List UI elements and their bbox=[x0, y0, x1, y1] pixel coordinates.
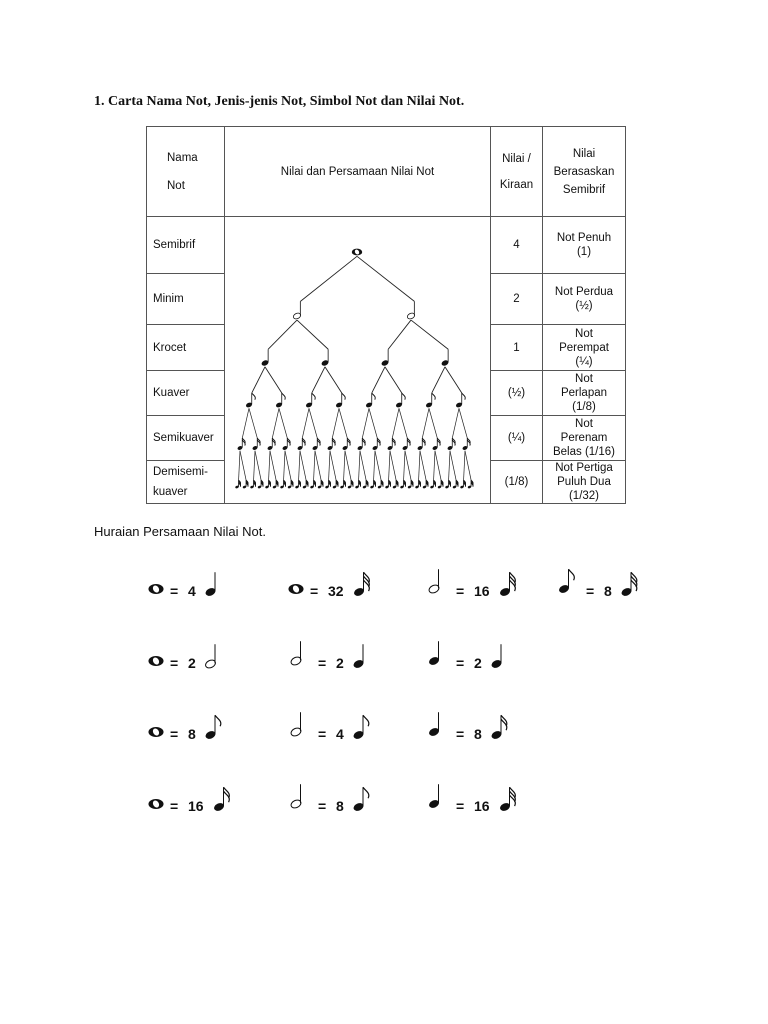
equation-count: 2 bbox=[188, 655, 196, 671]
header-count-line2: Kiraan bbox=[499, 178, 534, 191]
header-note-name-line2: Not bbox=[167, 179, 185, 192]
equation-left-quaver-icon bbox=[558, 569, 575, 594]
row-value-line3: (1/8) bbox=[572, 401, 596, 413]
equation-count: 4 bbox=[336, 726, 344, 742]
equation-left-crotchet-icon bbox=[428, 641, 440, 666]
note-equation bbox=[558, 569, 637, 599]
equation-count: 2 bbox=[474, 655, 482, 671]
equals-sign: = bbox=[318, 798, 327, 814]
equation-left-crotchet-icon bbox=[428, 712, 440, 737]
note-equation bbox=[428, 784, 516, 814]
equation-count: 16 bbox=[188, 798, 204, 814]
header-semibreve-line1: Nilai bbox=[572, 147, 596, 160]
equations-subheading: Huraian Persamaan Nilai Not. bbox=[94, 524, 266, 539]
equation-left-semibreve-icon bbox=[148, 799, 163, 809]
equals-sign: = bbox=[170, 655, 179, 671]
equation-right-demisemiquaver-icon bbox=[499, 787, 516, 812]
note-equation bbox=[148, 787, 229, 814]
row-note-name: Krocet bbox=[147, 325, 225, 371]
note-equation bbox=[428, 569, 516, 599]
equals-sign: = bbox=[318, 726, 327, 742]
equation-right-quaver-icon bbox=[352, 715, 369, 740]
equals-sign: = bbox=[456, 655, 465, 671]
page-heading: 1. Carta Nama Not, Jenis-jenis Not, Simbol Not dan Nilai Not. bbox=[94, 94, 465, 109]
equation-count: 8 bbox=[474, 726, 482, 742]
row-value-line1: Not Pertiga bbox=[555, 462, 613, 474]
header-equivalence: Nilai dan Persamaan Nilai Not bbox=[225, 127, 491, 217]
row-note-name: Semikuaver bbox=[147, 416, 225, 461]
equation-count: 8 bbox=[188, 726, 196, 742]
row-value-line1: Not Penuh bbox=[556, 232, 612, 244]
note-equation bbox=[290, 712, 369, 742]
note-equation bbox=[148, 644, 216, 671]
row-note-name-line2: kuaver bbox=[153, 486, 188, 498]
equation-left-minim-icon bbox=[290, 712, 302, 737]
equation-right-crotchet-icon bbox=[204, 572, 216, 597]
equals-sign: = bbox=[170, 798, 179, 814]
row-value-line2: (1) bbox=[576, 246, 592, 258]
row-value-line3: Belas (1/16) bbox=[552, 446, 615, 458]
row-count: (½) bbox=[491, 371, 543, 416]
row-value-line1: Not bbox=[575, 327, 593, 340]
equation-left-semibreve-icon bbox=[148, 584, 163, 594]
equals-sign: = bbox=[170, 583, 179, 599]
row-value-line1: Not Perdua bbox=[554, 286, 614, 298]
note-equation bbox=[290, 641, 365, 671]
note-equation bbox=[428, 712, 507, 742]
equation-count: 32 bbox=[328, 583, 344, 599]
equation-left-crotchet-icon bbox=[428, 784, 440, 809]
equation-left-minim-icon bbox=[290, 641, 302, 666]
equals-sign: = bbox=[586, 583, 595, 599]
row-value-line3: (1/32) bbox=[568, 490, 600, 502]
row-count: 4 bbox=[491, 217, 543, 274]
equation-count: 2 bbox=[336, 655, 344, 671]
note-equation bbox=[288, 572, 369, 599]
equation-right-quaver-icon bbox=[352, 787, 369, 812]
equation-count: 16 bbox=[474, 583, 490, 599]
row-value-line1: Not bbox=[575, 418, 593, 430]
row-value-line2: Puluh Dua bbox=[557, 476, 611, 488]
row-count: (1/8) bbox=[491, 461, 543, 504]
equation-count: 16 bbox=[474, 798, 490, 814]
equals-sign: = bbox=[310, 583, 319, 599]
row-value-line1: Not bbox=[575, 373, 593, 385]
header-count-line1: Nilai / bbox=[502, 152, 531, 165]
equals-sign: = bbox=[318, 655, 327, 671]
row-count: 2 bbox=[491, 274, 543, 325]
equation-count: 8 bbox=[336, 798, 344, 814]
equation-right-demisemiquaver-icon bbox=[620, 572, 637, 597]
equation-right-demisemiquaver-icon bbox=[353, 572, 370, 597]
equals-sign: = bbox=[456, 583, 465, 599]
equation-left-minim-icon bbox=[290, 784, 302, 809]
row-value-line3: (¼) bbox=[575, 355, 593, 368]
row-note-name: Kuaver bbox=[147, 371, 225, 416]
equation-left-minim-icon bbox=[428, 569, 440, 594]
row-note-name-line1: Demisemi- bbox=[153, 466, 208, 478]
equals-sign: = bbox=[170, 726, 179, 742]
equation-right-semiquaver-icon bbox=[213, 787, 230, 812]
row-note-name: Minim bbox=[147, 274, 225, 325]
row-count: (¼) bbox=[491, 416, 543, 461]
row-note-name: Semibrif bbox=[147, 217, 225, 274]
row-value-line2: Perlapan bbox=[560, 387, 608, 399]
header-note-name-line1: Nama bbox=[167, 151, 198, 164]
equals-sign: = bbox=[456, 798, 465, 814]
row-value-line2: Perenam bbox=[560, 432, 608, 444]
row-count: 1 bbox=[491, 325, 543, 371]
equation-right-crotchet-icon bbox=[352, 644, 364, 669]
note-equation bbox=[148, 715, 220, 742]
equation-right-minim-icon bbox=[204, 644, 216, 669]
equation-right-crotchet-icon bbox=[490, 644, 502, 669]
equation-right-quaver-icon bbox=[204, 715, 221, 740]
equation-count: 8 bbox=[604, 583, 612, 599]
note-equation bbox=[428, 641, 503, 671]
note-equation bbox=[148, 572, 216, 599]
equation-right-semiquaver-icon bbox=[490, 715, 507, 740]
row-value-line2: Perempat bbox=[559, 341, 609, 354]
equation-right-demisemiquaver-icon bbox=[499, 572, 516, 597]
equation-left-semibreve-icon bbox=[148, 656, 163, 666]
note-equation bbox=[290, 784, 369, 814]
equation-left-semibreve-icon bbox=[288, 584, 303, 594]
equation-left-semibreve-icon bbox=[148, 727, 163, 737]
header-semibreve-line2: Berasaskan bbox=[553, 165, 615, 178]
equation-count: 4 bbox=[188, 583, 196, 599]
header-semibreve-line3: Semibrif bbox=[562, 183, 606, 196]
row-value-line2: (½) bbox=[575, 300, 593, 312]
equals-sign: = bbox=[456, 726, 465, 742]
